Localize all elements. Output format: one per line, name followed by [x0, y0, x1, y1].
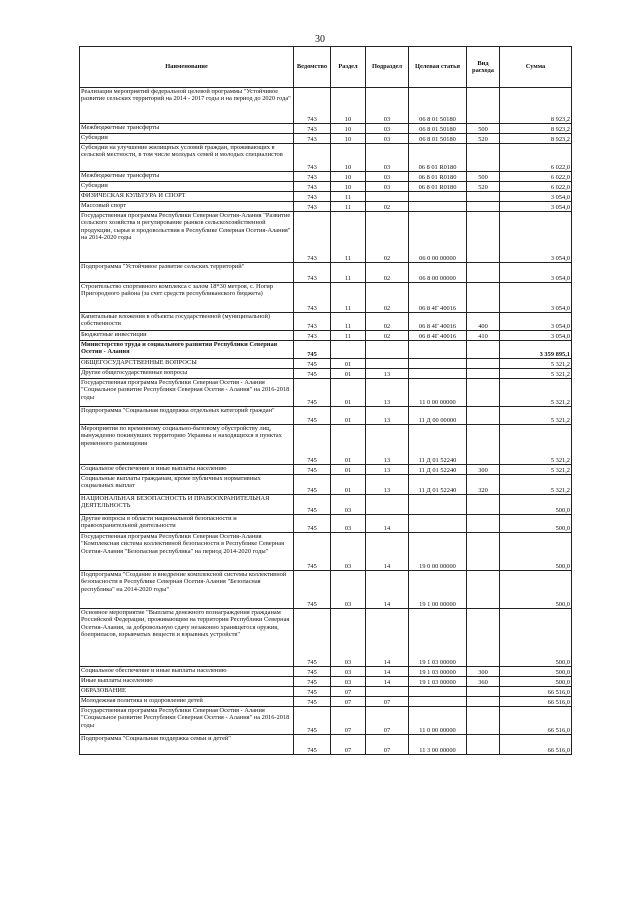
table-row	[80, 124, 572, 134]
row-name: Иные выплаты населению	[80, 677, 294, 687]
row-amount: 500,0	[500, 495, 572, 515]
row-section: 11	[331, 202, 366, 212]
budget-table	[79, 46, 572, 755]
page-number: 30	[315, 34, 325, 45]
row-subsection: 13	[366, 407, 409, 425]
row-expense-type: 520	[467, 134, 500, 144]
row-expense-type	[467, 697, 500, 707]
row-expense-type	[467, 212, 500, 263]
row-department: 743	[294, 88, 331, 124]
row-amount: 500,0	[500, 677, 572, 687]
row-amount: 3 359 895,1	[500, 341, 572, 359]
row-section: 10	[331, 182, 366, 192]
row-target-item	[409, 369, 467, 379]
row-name: Подпрограмма "Устойчивое развитие сельских территорий"	[80, 263, 294, 283]
row-department: 743	[294, 182, 331, 192]
row-name: Капитальные вложения в объекты государственной (муниципальной) собственности	[80, 313, 294, 331]
row-name: Межбюджетные трансферты	[80, 172, 294, 182]
row-department: 743	[294, 212, 331, 263]
col-header-expense-type: Вид расхода	[467, 47, 500, 88]
row-amount: 5 321,2	[500, 379, 572, 407]
row-amount: 5 321,2	[500, 407, 572, 425]
row-expense-type	[467, 283, 500, 313]
row-amount: 3 054,0	[500, 212, 572, 263]
table-row	[80, 369, 572, 379]
row-expense-type: 360	[467, 677, 500, 687]
row-section: 11	[331, 331, 366, 341]
row-section: 11	[331, 192, 366, 202]
table-row	[80, 134, 572, 144]
row-subsection: 13	[366, 465, 409, 475]
row-name: Субсидии на улучшение жилищных условий граждан, проживающих в сельской местности, в том числе молодых семей и молодых специалистов	[80, 144, 294, 172]
row-department: 743	[294, 313, 331, 331]
row-subsection: 14	[366, 571, 409, 609]
row-subsection: 02	[366, 313, 409, 331]
row-section: 03	[331, 515, 366, 533]
row-expense-type	[467, 515, 500, 533]
row-amount: 5 321,2	[500, 369, 572, 379]
row-name: Подпрограмма "Создание и внедрение комплексной системы коллективной безопасности в Республике Северная Осетия-Алания "Безопасная республика" на 2014-2020 годы"	[80, 571, 294, 609]
row-section: 10	[331, 172, 366, 182]
row-subsection: 03	[366, 182, 409, 192]
row-section: 11	[331, 212, 366, 263]
col-header-subsection: Подраздел	[366, 47, 409, 88]
row-department: 743	[294, 134, 331, 144]
row-amount: 3 054,0	[500, 263, 572, 283]
table-row	[80, 202, 572, 212]
row-expense-type: 410	[467, 331, 500, 341]
row-section: 07	[331, 687, 366, 697]
row-target-item: 06 8 01 50180	[409, 134, 467, 144]
row-target-item	[409, 359, 467, 369]
row-subsection	[366, 495, 409, 515]
row-department: 745	[294, 465, 331, 475]
row-expense-type	[467, 144, 500, 172]
row-amount: 66 516,0	[500, 735, 572, 755]
row-section: 11	[331, 313, 366, 331]
row-section: 01	[331, 407, 366, 425]
row-amount: 66 516,0	[500, 687, 572, 697]
row-section: 07	[331, 697, 366, 707]
row-department: 743	[294, 263, 331, 283]
row-target-item: 11 Д 00 00000	[409, 407, 467, 425]
row-amount: 6 022,0	[500, 144, 572, 172]
row-target-item: 11 3 00 00000	[409, 735, 467, 755]
row-amount: 8 923,2	[500, 124, 572, 134]
row-expense-type	[467, 88, 500, 124]
row-expense-type	[467, 533, 500, 571]
row-name: Государственная программа Республики Северная Осетия - Алания "Социальное развитие Республики Северная Осетия - Алания" на 2016-2018 годы	[80, 379, 294, 407]
row-section: 10	[331, 144, 366, 172]
row-name: Бюджетные инвестиции	[80, 331, 294, 341]
row-department: 745	[294, 609, 331, 667]
row-amount: 3 054,0	[500, 283, 572, 313]
row-department: 745	[294, 707, 331, 735]
row-department: 745	[294, 515, 331, 533]
row-target-item: 11 Д 01 52240	[409, 425, 467, 465]
row-section: 03	[331, 609, 366, 667]
table-row	[80, 609, 572, 667]
table-row	[80, 182, 572, 192]
row-name: Государственная программа Республики Северная Осетия - Алания "Социальное развитие Республики Северная Осетия - Алания" на 2016-2018 годы	[80, 707, 294, 735]
row-name: Мероприятия по временному социально-бытовому обустройству лиц, вынужденно покинувших территорию Украины и находящихся в пунктах временного размещения	[80, 425, 294, 465]
row-amount: 6 022,0	[500, 182, 572, 192]
row-amount: 500,0	[500, 667, 572, 677]
table-row	[80, 425, 572, 465]
table-row	[80, 515, 572, 533]
table-row	[80, 212, 572, 263]
table-row	[80, 667, 572, 677]
row-department: 743	[294, 124, 331, 134]
row-subsection: 07	[366, 735, 409, 755]
table-row	[80, 571, 572, 609]
table-row	[80, 341, 572, 359]
row-department: 745	[294, 495, 331, 515]
row-expense-type	[467, 425, 500, 465]
row-section: 03	[331, 533, 366, 571]
row-section: 07	[331, 735, 366, 755]
row-name: ОБЩЕГОСУДАРСТВЕННЫЕ ВОПРОСЫ	[80, 359, 294, 369]
row-expense-type	[467, 407, 500, 425]
row-expense-type	[467, 192, 500, 202]
row-name: ФИЗИЧЕСКАЯ КУЛЬТУРА И СПОРТ	[80, 192, 294, 202]
row-target-item	[409, 192, 467, 202]
row-subsection	[366, 341, 409, 359]
row-amount: 6 022,0	[500, 172, 572, 182]
row-expense-type	[467, 707, 500, 735]
row-subsection: 03	[366, 144, 409, 172]
row-department: 745	[294, 571, 331, 609]
row-section: 10	[331, 124, 366, 134]
row-section: 01	[331, 359, 366, 369]
row-target-item: 19 1 00 00000	[409, 571, 467, 609]
row-expense-type	[467, 495, 500, 515]
row-amount: 66 516,0	[500, 707, 572, 735]
row-section: 01	[331, 425, 366, 465]
row-expense-type	[467, 202, 500, 212]
row-target-item: 06 8 01 R0180	[409, 172, 467, 182]
row-name: Социальное обеспечение и иные выплаты населению	[80, 465, 294, 475]
row-department: 745	[294, 475, 331, 495]
row-name: Межбюджетные трансферты	[80, 124, 294, 134]
row-name: Министерство труда и социального развития Республики Северная Осетия - Алания	[80, 341, 294, 359]
row-subsection: 14	[366, 515, 409, 533]
table-row	[80, 331, 572, 341]
row-expense-type: 500	[467, 172, 500, 182]
row-target-item: 06 8 00 00000	[409, 263, 467, 283]
row-target-item	[409, 697, 467, 707]
row-name: Подпрограмма "Социальная поддержка семьи и детей"	[80, 735, 294, 755]
row-target-item: 06 8 4Г 40016	[409, 331, 467, 341]
row-section: 03	[331, 667, 366, 677]
row-section: 10	[331, 134, 366, 144]
row-name: Субсидии	[80, 134, 294, 144]
row-name: Социальные выплаты гражданам, кроме публичных нормативных социальных выплат	[80, 475, 294, 495]
row-subsection: 14	[366, 609, 409, 667]
row-name: ОБРАЗОВАНИЕ	[80, 687, 294, 697]
row-amount: 500,0	[500, 609, 572, 667]
row-subsection: 13	[366, 379, 409, 407]
row-subsection	[366, 687, 409, 697]
row-expense-type	[467, 735, 500, 755]
table-row	[80, 263, 572, 283]
table-row	[80, 192, 572, 202]
col-header-target-item: Целевая статья	[409, 47, 467, 88]
row-subsection: 07	[366, 697, 409, 707]
row-department: 745	[294, 341, 331, 359]
col-header-department: Ведомство	[294, 47, 331, 88]
row-section: 03	[331, 571, 366, 609]
row-target-item	[409, 202, 467, 212]
row-subsection: 03	[366, 134, 409, 144]
row-target-item: 06 8 01 50180	[409, 88, 467, 124]
row-subsection: 14	[366, 533, 409, 571]
row-amount: 66 516,0	[500, 697, 572, 707]
row-subsection	[366, 359, 409, 369]
row-department: 743	[294, 202, 331, 212]
row-name: Молодежная политика и оздоровление детей	[80, 697, 294, 707]
row-target-item: 11 Д 01 52240	[409, 465, 467, 475]
row-department: 745	[294, 677, 331, 687]
row-subsection: 03	[366, 172, 409, 182]
row-expense-type: 520	[467, 182, 500, 192]
row-target-item: 06 8 01 R0180	[409, 144, 467, 172]
row-expense-type	[467, 369, 500, 379]
row-department: 745	[294, 379, 331, 407]
row-subsection	[366, 192, 409, 202]
row-section: 10	[331, 88, 366, 124]
row-department: 743	[294, 144, 331, 172]
row-expense-type	[467, 379, 500, 407]
row-section: 03	[331, 677, 366, 687]
row-target-item: 06 8 4Г 40016	[409, 283, 467, 313]
row-name: Массовый спорт	[80, 202, 294, 212]
row-department: 743	[294, 172, 331, 182]
row-target-item: 19 1 03 00000	[409, 609, 467, 667]
row-amount: 8 923,2	[500, 88, 572, 124]
row-name: Строительство спортивного комплекса с залом 18*30 метров, с. Ногир Пригородного района (за счет средств республиканского бюджета)	[80, 283, 294, 313]
row-expense-type	[467, 609, 500, 667]
row-name: Государственная программа Республики Северная Осетия-Алания "Развитие сельского хозяйства и регулирование рынков сельскохозяйственной продукции, сырья и продовольствия в Республике Северная Осетия-Алания" на 2014-2020 годы	[80, 212, 294, 263]
row-target-item: 19 0 00 00000	[409, 533, 467, 571]
row-target-item: 06 8 01 R0180	[409, 182, 467, 192]
row-section: 03	[331, 495, 366, 515]
row-subsection: 13	[366, 475, 409, 495]
row-amount: 3 054,0	[500, 202, 572, 212]
row-amount: 5 321,2	[500, 359, 572, 369]
row-amount: 5 321,2	[500, 425, 572, 465]
row-department: 745	[294, 425, 331, 465]
row-amount: 3 054,0	[500, 331, 572, 341]
row-amount: 500,0	[500, 515, 572, 533]
row-department: 745	[294, 687, 331, 697]
row-department: 743	[294, 283, 331, 313]
row-target-item	[409, 495, 467, 515]
row-section: 01	[331, 369, 366, 379]
row-amount: 500,0	[500, 533, 572, 571]
row-expense-type	[467, 359, 500, 369]
row-section	[331, 341, 366, 359]
table-row	[80, 677, 572, 687]
col-header-section: Раздел	[331, 47, 366, 88]
row-subsection: 03	[366, 124, 409, 134]
row-name: Другие вопросы в области национальной безопасности и правоохранительной деятельности	[80, 515, 294, 533]
table-row	[80, 475, 572, 495]
table-row	[80, 697, 572, 707]
row-department: 745	[294, 533, 331, 571]
row-amount: 3 054,0	[500, 192, 572, 202]
row-expense-type	[467, 571, 500, 609]
row-subsection: 03	[366, 88, 409, 124]
row-amount: 3 054,0	[500, 313, 572, 331]
col-header-amount: Сумма	[500, 47, 572, 88]
row-amount: 5 321,2	[500, 475, 572, 495]
row-subsection: 02	[366, 263, 409, 283]
row-subsection: 02	[366, 331, 409, 341]
row-target-item	[409, 687, 467, 697]
row-subsection: 02	[366, 283, 409, 313]
row-name: Подпрограмма "Социальная поддержка отдельных категорий граждан"	[80, 407, 294, 425]
row-target-item	[409, 341, 467, 359]
row-expense-type	[467, 341, 500, 359]
row-subsection: 02	[366, 212, 409, 263]
col-header-name: Наименование	[80, 47, 294, 88]
row-expense-type	[467, 687, 500, 697]
row-expense-type: 300	[467, 465, 500, 475]
row-department: 745	[294, 667, 331, 677]
row-name: Основное мероприятие "Выплаты денежного вознаграждения гражданам Российской Федерации, проживающим на территории Республики Северная Осетия-Алания, за добровольную сдачу незаконно хранящегося оружия, боеприпасов, взрывчатых веществ и взрывных устройств"	[80, 609, 294, 667]
row-subsection: 07	[366, 707, 409, 735]
table-row	[80, 687, 572, 697]
row-department: 745	[294, 407, 331, 425]
row-department: 745	[294, 369, 331, 379]
row-target-item: 11 Д 01 52240	[409, 475, 467, 495]
row-section: 01	[331, 465, 366, 475]
row-amount: 500,0	[500, 571, 572, 609]
row-subsection: 14	[366, 667, 409, 677]
row-target-item: 06 8 01 50180	[409, 124, 467, 134]
row-target-item	[409, 515, 467, 533]
row-subsection: 13	[366, 369, 409, 379]
row-target-item: 11 0 00 00000	[409, 707, 467, 735]
table-row	[80, 283, 572, 313]
table-row	[80, 735, 572, 755]
row-department: 745	[294, 735, 331, 755]
table-row	[80, 707, 572, 735]
row-expense-type: 400	[467, 313, 500, 331]
row-subsection: 13	[366, 425, 409, 465]
row-section: 07	[331, 707, 366, 735]
table-row	[80, 144, 572, 172]
row-section: 11	[331, 283, 366, 313]
row-department: 745	[294, 697, 331, 707]
row-section: 11	[331, 263, 366, 283]
row-target-item: 11 0 00 00000	[409, 379, 467, 407]
row-department: 743	[294, 192, 331, 202]
table-header-row	[80, 47, 572, 88]
row-expense-type: 500	[467, 124, 500, 134]
table-row	[80, 379, 572, 407]
row-target-item: 06 8 4Г 40016	[409, 313, 467, 331]
row-name: Реализация мероприятий федеральной целевой программы "Устойчивое развитие сельских территорий на 2014 - 2017 годы и на период до 2020 года"	[80, 88, 294, 124]
row-department: 745	[294, 359, 331, 369]
row-amount: 5 321,2	[500, 465, 572, 475]
row-department: 743	[294, 331, 331, 341]
row-target-item: 19 1 03 00000	[409, 677, 467, 687]
row-section: 01	[331, 379, 366, 407]
row-name: Социальное обеспечение и иные выплаты населению	[80, 667, 294, 677]
row-subsection: 02	[366, 202, 409, 212]
row-target-item: 19 1 03 00000	[409, 667, 467, 677]
table-row	[80, 313, 572, 331]
table-row	[80, 495, 572, 515]
table-row	[80, 407, 572, 425]
row-target-item: 06 0 00 00000	[409, 212, 467, 263]
table-row	[80, 359, 572, 369]
row-expense-type	[467, 263, 500, 283]
row-section: 01	[331, 475, 366, 495]
row-subsection: 14	[366, 677, 409, 687]
row-name: Субсидии	[80, 182, 294, 192]
table-row	[80, 533, 572, 571]
row-name: Государственная программа Республики Северная Осетия-Алания "Комплексная система коллективной безопасности в Республике Северная Осетия-Алания "Безопасная республика" на период 2014-2020 годы"	[80, 533, 294, 571]
table-row	[80, 88, 572, 124]
row-amount: 8 923,2	[500, 134, 572, 144]
table-row	[80, 465, 572, 475]
row-name: НАЦИОНАЛЬНАЯ БЕЗОПАСНОСТЬ И ПРАВООХРАНИТЕЛЬНАЯ ДЕЯТЕЛЬНОСТЬ	[80, 495, 294, 515]
row-name: Другие общегосударственные вопросы	[80, 369, 294, 379]
table-row	[80, 172, 572, 182]
row-expense-type: 320	[467, 475, 500, 495]
row-expense-type: 300	[467, 667, 500, 677]
